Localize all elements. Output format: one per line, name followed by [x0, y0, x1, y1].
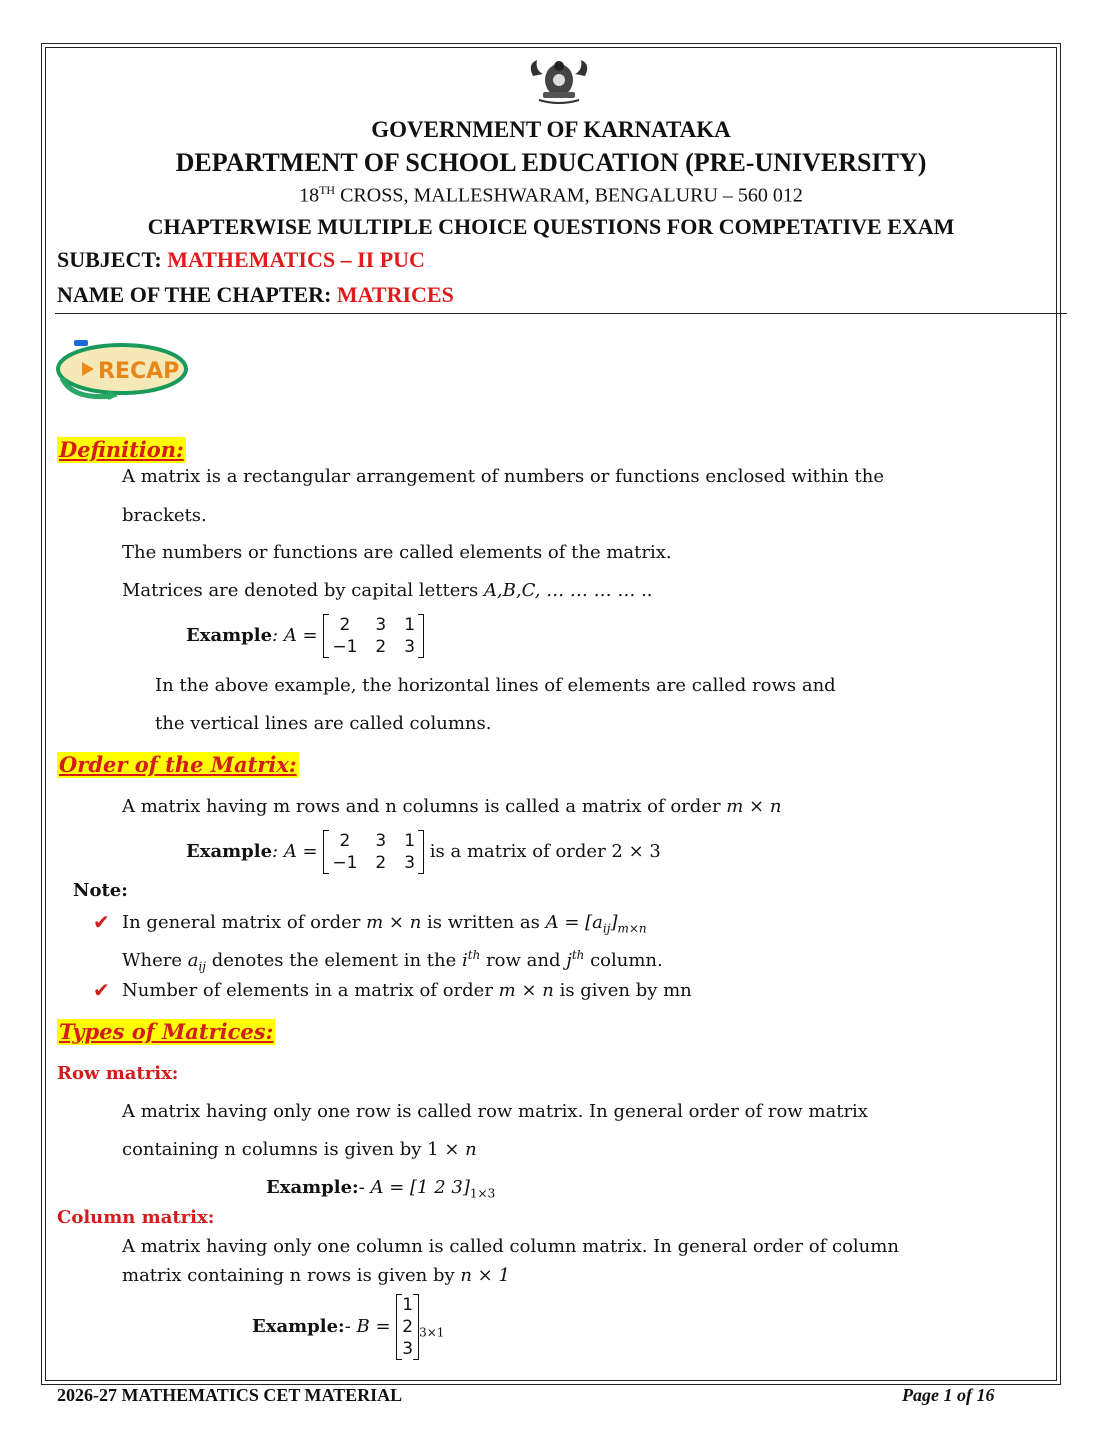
row-example: Example:- A = [1 2 $3]_{1\times 3}$ — [266, 1177, 496, 1201]
footer-left: 2026-27 MATHEMATICS CET MATERIAL — [57, 1385, 403, 1405]
karnataka-emblem-icon — [523, 56, 595, 104]
col-p2: matrix containing n rows is given by n × 1 — [122, 1265, 510, 1286]
recap-label: RECAP — [98, 359, 180, 384]
note3: Number of elements in a matrix of order m × n is given by mn — [122, 980, 692, 1001]
row-matrix-heading: Row matrix: — [57, 1063, 179, 1084]
checkmark-icon: ✔ — [93, 910, 110, 934]
order-matrix: 2 3 1 −1 2 3 — [323, 830, 424, 874]
definition-example: Example: A = 2 3 1 −1 2 3 — [186, 614, 424, 658]
checkmark-icon: ✔ — [93, 978, 110, 1002]
order-p1: A matrix having m rows and n columns is called a matrix of order m × n — [122, 796, 782, 817]
header-divider — [55, 313, 1067, 314]
definition-heading: Definition: — [59, 437, 184, 462]
subject-line: SUBJECT: MATHEMATICS – II PUC — [57, 247, 425, 272]
header-address: 18TH CROSS, MALLESHWARAM, BENGALURU – 560 012 — [299, 183, 803, 207]
definition-p1b: brackets. — [122, 505, 207, 526]
definition-p2: The numbers or functions are called elements of the matrix. — [122, 542, 672, 563]
order-heading: Order of the Matrix: — [59, 752, 297, 777]
types-heading: Types of Matrices: — [59, 1019, 274, 1044]
order-example: Example: A = 2 3 1 −1 2 3 is a matrix of order 2 × 3 — [186, 831, 661, 873]
footer-page-number: Page 1 of 16 — [902, 1385, 995, 1405]
col-example: Example:- B = 1 2 3 $_{3\times 1}$ — [252, 1295, 445, 1359]
row-p1: A matrix having only one row is called row matrix. In general order of row matrix — [122, 1101, 868, 1122]
definition-p1a: A matrix is a rectangular arrangement of numbers or functions enclosed within the — [122, 466, 884, 487]
definition-p4b: the vertical lines are called columns. — [155, 713, 492, 734]
note1: In general matrix of order m × n is written as $A = [a_{ij}]_{m\times n}$ — [122, 912, 647, 936]
header-government: GOVERNMENT OF KARNATAKA — [371, 117, 731, 142]
definition-p3: Matrices are denoted by capital letters A,B,C, … … … … .. — [122, 580, 653, 601]
note-label: Note: — [73, 880, 128, 901]
header-department: DEPARTMENT OF SCHOOL EDUCATION (PRE-UNIVERSITY) — [175, 148, 927, 177]
definition-matrix: 2 3 1 −1 2 3 — [323, 614, 424, 658]
row-p2: containing n columns is given by 1 × n — [122, 1139, 477, 1160]
column-matrix: 1 2 3 — [396, 1294, 419, 1360]
recap-badge-icon — [52, 338, 192, 400]
header-title: CHAPTERWISE MULTIPLE CHOICE QUESTIONS FOR COMPETATIVE EXAM — [147, 214, 955, 239]
definition-p4a: In the above example, the horizontal lines of elements are called rows and — [155, 675, 836, 696]
note2: Where $a_{ij}$ denotes the element in the $i^{th}$ row and $j^{th}$ column. — [122, 948, 663, 974]
chapter-line: NAME OF THE CHAPTER: MATRICES — [57, 282, 454, 307]
column-matrix-heading: Column matrix: — [57, 1207, 215, 1228]
col-p1: A matrix having only one column is called column matrix. In general order of column — [122, 1236, 899, 1257]
